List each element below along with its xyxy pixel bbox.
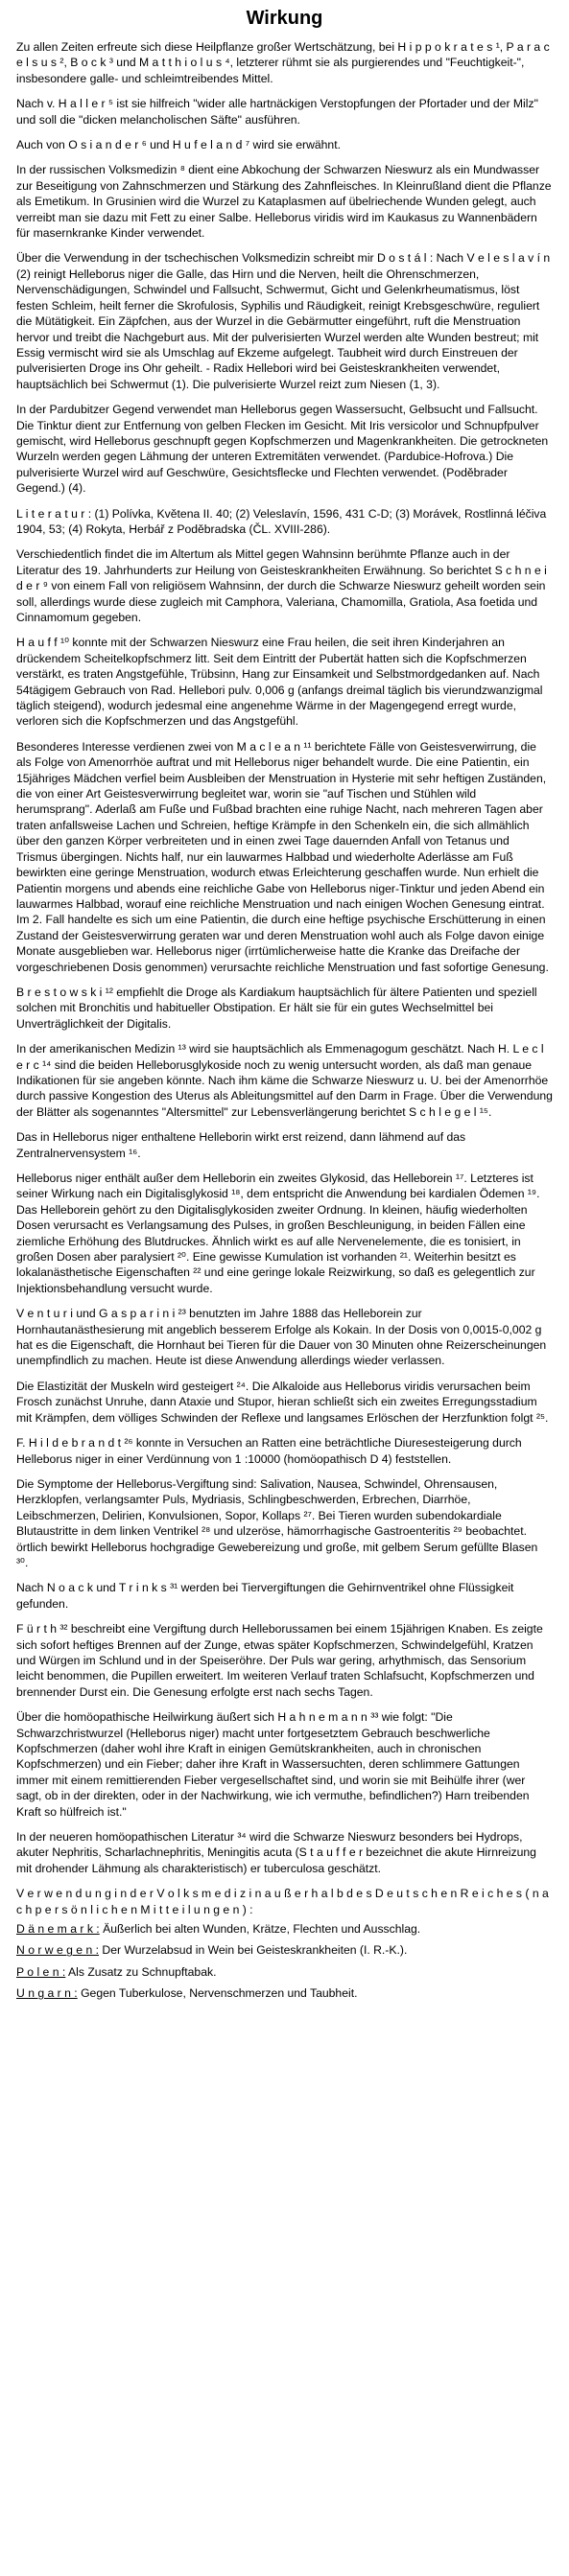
paragraph: Das in Helleborus niger enthaltene Helleborin wirkt erst reizend, dann lähmend auf das Zentralnervensystem ¹⁶.: [16, 1130, 466, 1160]
paragraph: H a u f f ¹⁰ konnte mit der Schwarzen Nieswurz eine Frau heilen, die seit ihren Kinderjahren an drückendem Scheitelkopfschmerz litt. Seit dem Eintritt der Pubertät hatten sich die Kopfschmerzen verstärkt, es traten Angstgefühle, Trübsinn, Hang zur Einsamkeit und Selbstmordgedanken auf. Nach 54tägigem Gebrauch von Rad. Hellebori pulv. 0,006 g (anfangs dreimal täglich bis vierundzwanzigmal täglich steigend), wodurch jedesmal eine angenehme Wärme in der Magengegend erregt wurde, verloren sich die Kopfschmerzen und das Angstgefühl.: [16, 636, 543, 729]
paragraph: Zu allen Zeiten erfreute sich diese Heilpflanze großer Wertschätzung, bei H i p p o k r a t e s ¹, P a r a c e l s u s ², B o c k ³ und M a t t h i o l u s ⁴, letzterer rühmt sie als purgierendes und "Feuchtigkeit-", insbesondere galle- und schleimtreibendes Mittel.: [16, 40, 550, 85]
volksmedizin-heading: V e r w e n d u n g i n d e r V o l k s m e d i z i n a u ß e r h a l b d e s D e u t s c h e n R e i c h e s ( n a c h p e r s ö n l i c h e n M i t t e i l u n g e n ) :: [16, 1887, 549, 1916]
paragraph: Die Elastizität der Muskeln wird gesteigert ²⁴. Die Alkaloide aus Helleborus viridis verursachen beim Frosch zunächst Unruhe, dann Ataxie und Stupor, hieran schließt sich ein zweites Erregungsstadium mit Krämpfen, dem völliges Schwinden der Reflexe und langsames Erlöschen der Herzfunktion folgt ²⁵.: [16, 1379, 549, 1425]
paragraph: Helleborus niger enthält außer dem Helleborin ein zweites Glykosid, das Helleborein ¹⁷. Letzteres ist seiner Wirkung nach ein Digitalisglykosid ¹⁸, dem entspricht die Anwendung bei kardialen Ödemen ¹⁹. Das Helleborein gehört zu den Digitalisglykosiden zweiter Ordnung. In kleinen, häufig wiederholten Dosen verursacht es Verlangsamung des Pulses, in großen Beschleunigung, in beiden Fällen eine ziemliche Erhöhung des Blutdruckes. Ähnlich wirkt es auf alle Nervenelemente, die es tonisiert, in großen Dosen aber paralysiert ²⁰. Eine gewisse Kumulation ist vorhanden ²¹. Weiterhin besitzt es lokalanästhetische Eigenschaften ²² und eine geringe lokale Reizwirkung, so daß es gelegentlich zur Injektionsbehandlung versucht wurde.: [16, 1172, 540, 1295]
paragraph: In der amerikanischen Medizin ¹³ wird sie hauptsächlich als Emmenagogum geschätzt. Nach H. L e c l e r c ¹⁴ sind die beiden Helleborusglykoside noch zu wenig untersucht worden, als daß man genaue Indikationen für sie angeben könnte. Nach ihm käme die Schwarze Nieswurz u. U. bei der Amenorrhöe durch passive Kongestion des Uterus als Ableitungsmittel auf den Darm in Frage. Über die Verwendung der Blätter als sogenanntes "Altersmittel" zur Lebensverlängerung berichtet S c h l e g e l ¹⁵.: [16, 1042, 553, 1119]
paragraph: In der Pardubitzer Gegend verwendet man Helleborus gegen Wassersucht, Gelbsucht und Fallsucht. Die Tinktur dient zur Entfernung von gelben Flecken im Gesicht. Mit Iris versicolor und Schnupfpulver gemischt, wird Helleborus geschnupft gegen Kopfschmerzen und Magenkrankheiten. Die getrockneten Wurzeln werden gegen Lähmung der unteren Extremitäten verwendet. (Pardubice-Hofrova.) Die pulverisierte Wurzel wird auf Geschwüre, Gesichtsflecke und Flechten verwendet. (Poděbrader Gegend.) (4).: [16, 403, 549, 496]
literature-note: L i t e r a t u r : (1) Polívka, Květena II. 40; (2) Veleslavín, 1596, 431 C-D; (3) Morávek, Rostlinná léčiva 1904, 53; (4) Rokyta, Herbář z Poděbradska (ČL. XVIII-286).: [16, 506, 547, 536]
entry-text: Gegen Tuberkulose, Nervenschmerzen und Taubheit.: [81, 1986, 358, 2001]
volksmedizin-entry: [16, 1921, 553, 1937]
paragraph: Verschiedentlich findet die im Altertum als Mittel gegen Wahnsinn berühmte Pflanze auch in der Literatur des 19. Jahrhunderts zur Heilung von Geisteskrankheiten Erwähnung. So berichtet S c h n e i d e r ⁹ von einem Fall von religiösem Wahnsinn, der durch die Schwarze Nieswurz geheilt worden sein soll, allerdings wurde diese zugleich mit Camphora, Valeriana, Chamomilla, Gratiola, Asa foetida und Cinnamomum gegeben.: [16, 547, 547, 624]
paragraph: Über die Verwendung in der tschechischen Volksmedizin schreibt mir D o s t á l : Nach V e l e s l a v í n (2) reinigt Helleborus niger die Galle, das Hirn und die Nerven, heilt die Ohrenschmerzen, Nervenschädigungen, Schwindel und Fallsucht, Schwermut, Gicht und Gelenkrheumatismus, löst festen Schleim, heilt ferner die Skrofulosis, Syphilis und Räudigkeit, reinigt Krebsgeschwüre, reguliert die Mütätigkeit. Ein Zäpfchen, aus der Wurzel in die Gebärmutter eingeführt, ruft die Menstruation hervor und treibt die Nachgeburt aus. Mit der pulverisierten Wurzel werden alte Wunden bestreut; mit Essig vermischt wird sie als Umschlag auf Ekzeme aufgelegt. Taubheit wird durch Einstreuen der pulverisierten Droge ins Ohr geheilt. - Radix Hellebori wird bei Geisteskrankheiten verwendet, hauptsächlich bei Schwermut (1). Die pulverisierte Wurzel reizt zum Niesen (1, 3).: [16, 251, 551, 391]
paragraph: Die Symptome der Helleborus-Vergiftung sind: Salivation, Nausea, Schwindel, Ohrensausen, Herzklopfen, verlangsamter Puls, Mydriasis, Schlingbeschwerden, Erbrechen, Diarrhöe, Leibschmerzen, Delirien, Konvulsionen, Sopor, Kollaps ²⁷. Bei Tieren wurden subendokardiale Blutaustritte in dem linken Ventrikel ²⁸ und ulzeröse, hämorrhagische Gastroenteritis ²⁹ beobachtet. örtlich bewirkt Helleborus hochgradige Gewebereizung und große, mit gelbem Serum gefüllte Blasen ³⁰.: [16, 1476, 538, 1569]
entry-text: Der Wurzelabsud in Wein bei Geisteskrankheiten (I. R.-K.).: [102, 1943, 408, 1958]
country-label: D ä n e m a r k :: [16, 1922, 100, 1937]
country-label: U n g a r n :: [16, 1986, 78, 2001]
paragraph: Nach v. H a l l e r ⁵ ist sie hilfreich "wider alle hartnäckigen Verstopfungen der Pfortader und der Milz" und soll die "dicken melancholischen Säfte" ausführen.: [16, 97, 538, 127]
paragraph: In der neueren homöopathischen Literatur ³⁴ wird die Schwarze Nieswurz besonders bei Hydrops, akuter Nephritis, Scharlachnephritis, Meningitis acuta (S t a u f f e r bezeichnet die akute Hirnreizung mit drohender Lähmung als charakteristisch) er tuberculosa geschätzt.: [16, 1830, 536, 1875]
country-label: P o l e n :: [16, 1964, 66, 1979]
paragraph: F ü r t h ³² beschreibt eine Vergiftung durch Helleborussamen bei einem 15jährigen Knaben. Es zeigte sich sofort heftiges Brennen auf der Zunge, etwas später Kopfschmerzen, Schwindelgefühl, Kratzen und Würgen im Schlund und in der Speiseröhre. Der Puls war gering, arhythmisch, das Sensorium leicht benommen, die Pupillen erweitert. Im weiteren Verlauf traten Schlafsucht, Kopfschmerzen und brennender Durst ein. Die Genesung erfolgte erst nach sechs Tagen.: [16, 1622, 543, 1699]
paragraph: Über die homöopathische Heilwirkung äußert sich H a h n e m a n n ³³ wie folgt: "Die Schwarzchristwurzel (Helleborus niger) macht unter fortgesetztem Gebrauch beschwerliche Kopfschmerzen (daher wohl ihre Kraft in einigen Gemütskrankheiten, auch in chronischen Kopfschmerzen) und ein Fieber; daher ihre Kraft in Wassersuchten, deren schlimmere Gattungen immer mit einem remittierenden Fieber vergesellschaftet sind, und worin sie mit Beihülfe ihrer (wer sagt, ob in der direkten, oder in der Nachwirkung, wie ich vermuthe, befindlichen?) Harn treibenden Kraft so hülfreich ist.": [16, 1710, 530, 1819]
paragraph: In der russischen Volksmedizin ⁸ dient eine Abkochung der Schwarzen Nieswurz als ein Mundwasser zur Beseitigung von Zahnschmerzen und Stärkung des Zahnfleisches. In Kleinrußland dient die Pflanze als Emetikum. In Grusinien wird die Wurzel zu Kataplasmen auf übelriechende Wunden gelegt, auch verreibt man sie dazu mit Fett zu einer Salbe. Helleborus viridis wird im Kaukasus zu Wannenbädern für masernkranke Kinder verwendet.: [16, 163, 552, 241]
country-label: N o r w e g e n :: [16, 1943, 100, 1958]
volksmedizin-entry: [16, 1942, 553, 1958]
paragraph: B r e s t o w s k i ¹² empfiehlt die Droge als Kardiakum hauptsächlich für ältere Patienten und speziell solchen mit Bronchitis und habitueller Obstipation. Er hält sie für ein gutes Wechselmittel bei Unverträglichkeit der Digitalis.: [16, 985, 537, 1031]
page-title: Wirkung: [246, 8, 323, 29]
entry-text: Als Zusatz zu Schnupftabak.: [68, 1964, 217, 1979]
paragraph: F. H i l d e b r a n d t ²⁶ konnte in Versuchen an Ratten eine beträchtliche Diuresesteigerung durch Helleborus niger in einer Verdünnung von 1 :10000 (homöopathisch D 4) feststellen.: [16, 1436, 522, 1466]
paragraph: Auch von O s i a n d e r ⁶ und H u f e l a n d ⁷ wird sie erwähnt.: [16, 138, 341, 152]
paragraph: V e n t u r i und G a s p a r i n i ²³ benutzten im Jahre 1888 das Helleborein zur Hornhautanästhesierung mit angeblich besserem Erfolge als Kokain. In der Dosis von 0,0015-0,002 g hat es die Eigenschaft, die Hornhaut bei Tieren für die Dauer von 30 Minuten ohne Reizerscheinungen unempfindlich zu machen. Heute ist diese Anwendung allerdings wieder verlassen.: [16, 1307, 547, 1368]
entry-text: Äußerlich bei alten Wunden, Krätze, Flechten und Ausschlag.: [103, 1922, 421, 1937]
paragraph: Besonderes Interesse verdienen zwei von M a c l e a n ¹¹ berichtete Fälle von Geistesverwirrung, die als Folge von Amenorrhöe auftrat und mit Helleborus niger behandelt wurde. Die eine Patientin, ein 15jähriges Mädchen verfiel beim Ausbleiben der Menstruation in Hysterie mit sehr heftigen Zuständen, die von einer Art Geistesverwirrung begleitet war, worin sie "auf Tischen und Stühlen wild herumsprang". Aderlaß am Fuße und Fußbad brachten eine ruhige Nacht, nach mehreren Tagen aber traten anfallsweise Lachen und Schreien, heftige Krämpfe in den Schenkeln ein, die sich allmählich über den ganzen Körper verbreiteten und in einen zwei Tage dauernden Anfall von Tetanus und Trismus übergingen. Nichts half, nur ein lauwarmes Halbbad und wiederholte Aderlässe am Fuß bewirkten eine geringe Menstruation, wodurch etwas Erleichterung geschaffen wurde. Nun erhielt die Patientin morgens und abends eine reichliche Gabe von Helleborus niger-Tinktur und jeden Abend ein lauwarmes Halbbad, worauf eine reichliche Menstruation und nach einigen Wochen Genesung eintrat. Im 2. Fall handelte es sich um eine Patientin, die durch eine heftige psychische Erschütterung in einen Zustand der Geistesverwirrung geraten war und deren Menstruation wohl auch als Folge davon einige Monate ausgeblieben war. Helleborus niger (irrtümlicherweise hatte die Kranke das Dreifache der vorgeschriebenen Dosis genommen) verursachte reichliche Menstruation und fast sofortige Genesung.: [16, 739, 549, 974]
volksmedizin-entry: [16, 1985, 553, 2001]
paragraph: Nach N o a c k und T r i n k s ³¹ werden bei Tiervergiftungen die Gehirnventrikel ohne Flüssigkeit gefunden.: [16, 1581, 514, 1611]
volksmedizin-entry: [16, 1964, 553, 1980]
